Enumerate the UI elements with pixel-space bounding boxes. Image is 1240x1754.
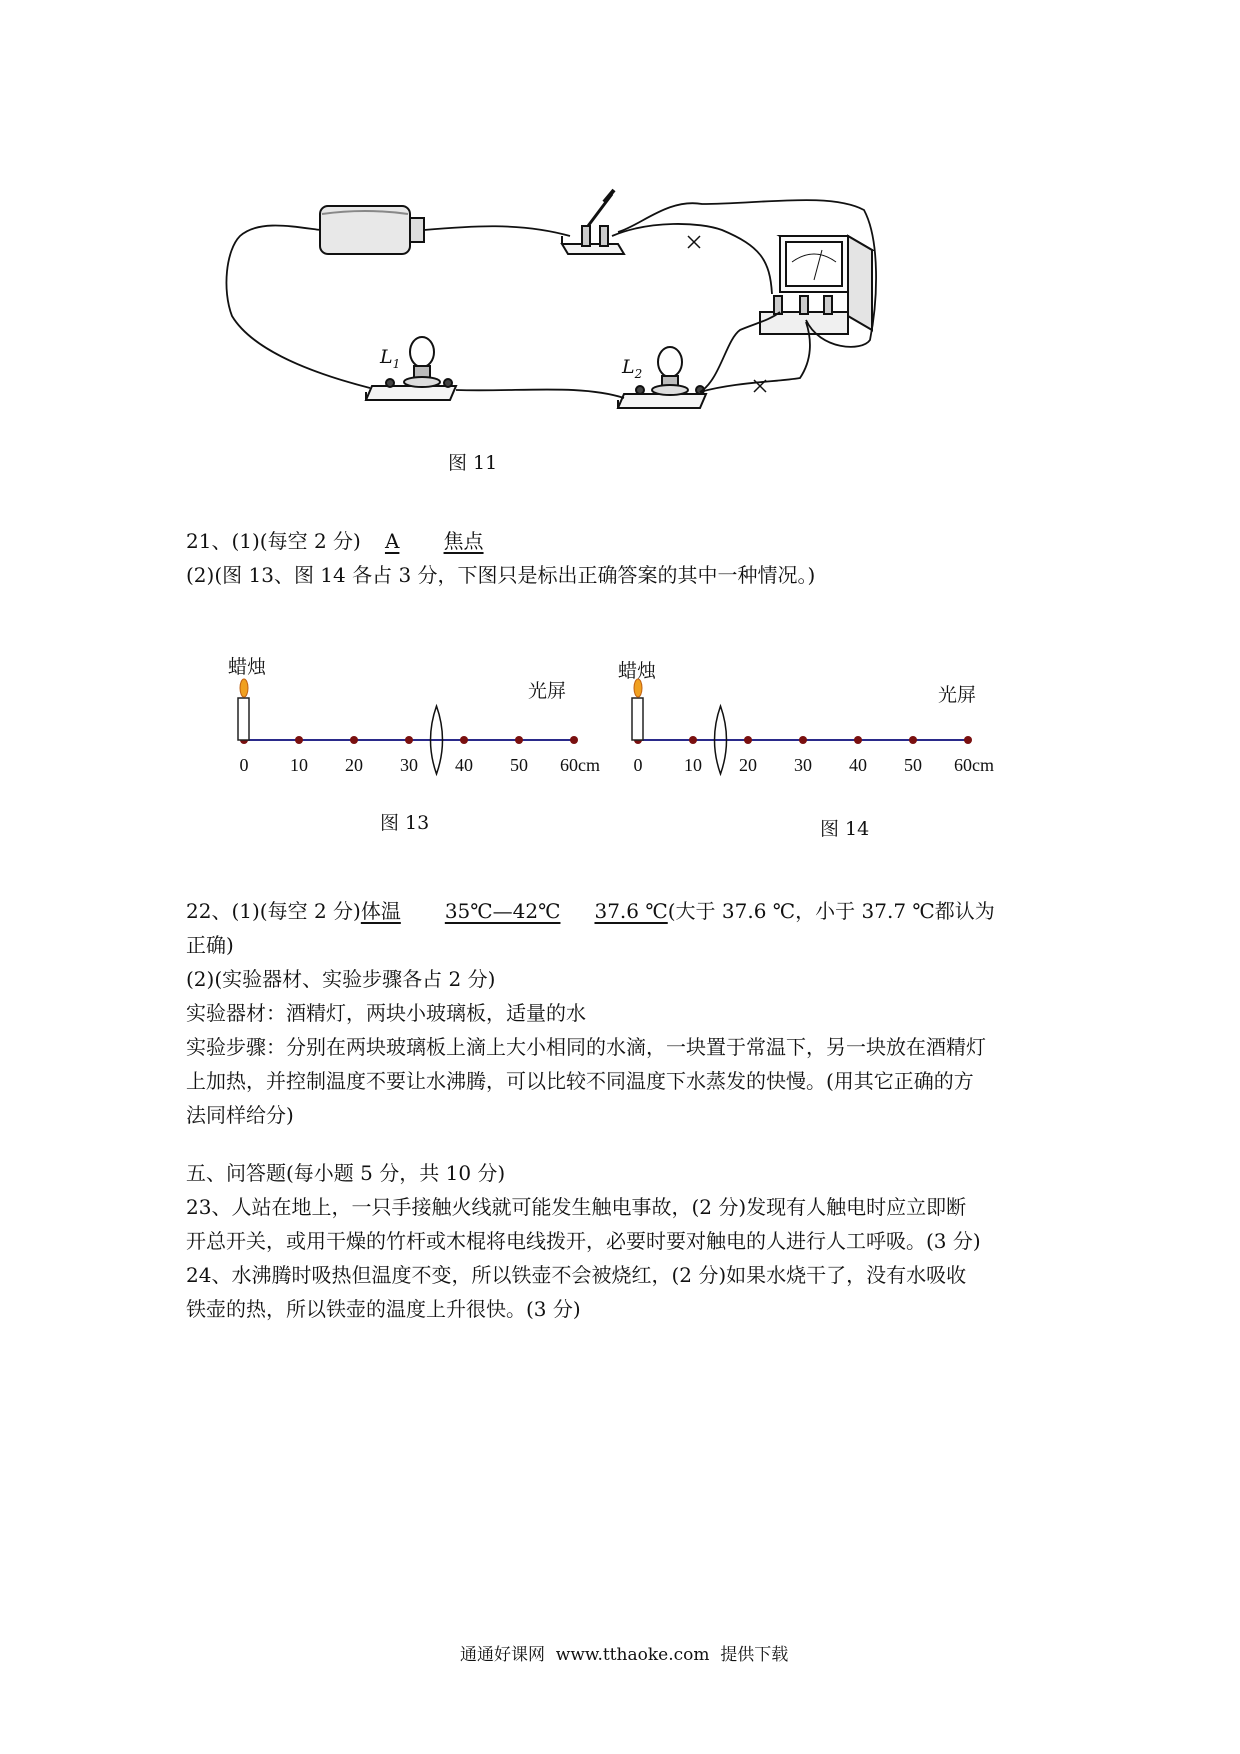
q24-line2: 铁壶的热，所以铁壶的温度上升很快。(3 分) xyxy=(186,1297,581,1321)
fig13-tick-point xyxy=(515,736,523,744)
cross-marks xyxy=(688,236,766,392)
q22-line3: (2)(实验器材、实验步骤各占 2 分) xyxy=(186,967,496,991)
fig14-screen-label: 光屏 xyxy=(938,684,977,706)
fig14-tick-point xyxy=(909,736,917,744)
q21-answer-a: A xyxy=(384,529,400,553)
figure-11-caption: 图 11 xyxy=(448,452,498,474)
fig13-tick-point xyxy=(350,736,358,744)
fig13-screen-label: 光屏 xyxy=(528,680,567,702)
q23-line1: 23、人站在地上，一只手接触火线就可能发生触电事故，(2 分)发现有人触电时应立即断 xyxy=(186,1195,967,1219)
fig14-tick-label: 30 xyxy=(794,755,812,775)
footer-text: 通通好课网 www.tthaoke.com 提供下载 xyxy=(460,1645,789,1665)
q22-answer-2: 35℃—42℃ xyxy=(444,899,561,923)
q22-answer-1: 体温 xyxy=(360,899,401,923)
fig14-tick-point xyxy=(964,736,972,744)
fig14-tick-point xyxy=(744,736,752,744)
q22-line2: 正确) xyxy=(186,933,234,957)
fig13-tick-point xyxy=(460,736,468,744)
l2-label: $L_2$ xyxy=(622,356,643,381)
fig13-tick-label: 30 xyxy=(400,755,418,775)
q22-line7: 法同样给分) xyxy=(186,1103,294,1127)
q21-line1: 21、(1)(每空 2 分) A 焦点 xyxy=(186,524,484,558)
section5-title: 五、问答题(每小题 5 分，共 10 分) xyxy=(186,1161,506,1185)
fig14-tick-label: 20 xyxy=(739,755,757,775)
fig14-tick-label: 10 xyxy=(684,755,702,775)
l1-label: $L_1$ xyxy=(380,346,401,371)
fig13-tick-label: 20 xyxy=(345,755,363,775)
q22-line6: 上加热，并控制温度不要让水沸腾，可以比较不同温度下水蒸发的快慢。(用其它正确的方 xyxy=(186,1069,974,1093)
fig13-tick-point xyxy=(570,736,578,744)
fig14-tick-label: 40 xyxy=(849,755,867,775)
fig13-candle xyxy=(238,698,249,740)
circuit-diagram xyxy=(0,0,1240,430)
q22-line4: 实验器材：酒精灯，两块小玻璃板，适量的水 xyxy=(186,1001,586,1025)
fig13-candle-label: 蜡烛 xyxy=(228,656,267,678)
figure-13-caption: 图 13 xyxy=(380,812,430,834)
ammeter-icon xyxy=(760,236,872,334)
fig14-tick-point xyxy=(799,736,807,744)
fig13-tick-label: 60cm xyxy=(560,755,600,775)
figure-14-caption: 图 14 xyxy=(820,818,870,840)
fig13-tick-label: 40 xyxy=(455,755,473,775)
fig13-flame xyxy=(240,679,248,697)
fig13-tick-label: 10 xyxy=(290,755,308,775)
fig14-tick-label: 0 xyxy=(633,755,643,775)
switch-icon xyxy=(562,190,624,254)
fig14-tick-label: 60cm xyxy=(954,755,994,775)
fig14-tick-label: 50 xyxy=(904,755,922,775)
battery-icon xyxy=(320,206,424,254)
fig14-candle-label: 蜡烛 xyxy=(618,660,657,682)
q23-line2: 开总开关，或用干燥的竹杆或木棍将电线拨开，必要时要对触电的人进行人工呼吸。(3 分) xyxy=(186,1229,981,1253)
q24-line1: 24、水沸腾时吸热但温度不变，所以铁壶不会被烧红，(2 分)如果水烧干了，没有水吸收 xyxy=(186,1263,967,1287)
q22-line5: 实验步骤：分别在两块玻璃板上滴上大小相同的水滴，一块置于常温下，另一块放在酒精灯 xyxy=(186,1035,986,1059)
fig14-candle xyxy=(632,698,643,740)
q22-answer-3: 37.6 ℃ xyxy=(594,899,668,923)
q22-line1: 22、(1)(每空 2 分)体温 35℃—42℃ 37.6 ℃(大于 37.6 ℃，小于 37.7 ℃都认为 xyxy=(186,899,995,923)
q21-answer-b: 焦点 xyxy=(443,529,484,553)
fig13-tick-point xyxy=(405,736,413,744)
fig13-tick-label: 0 xyxy=(239,755,249,775)
fig14-tick-point xyxy=(854,736,862,744)
fig13-tick-label: 50 xyxy=(510,755,528,775)
fig14-tick-point xyxy=(689,736,697,744)
q21-line2: (2)(图 13、图 14 各占 3 分，下图只是标出正确答案的其中一种情况。) xyxy=(186,563,816,587)
fig13-tick-point xyxy=(295,736,303,744)
